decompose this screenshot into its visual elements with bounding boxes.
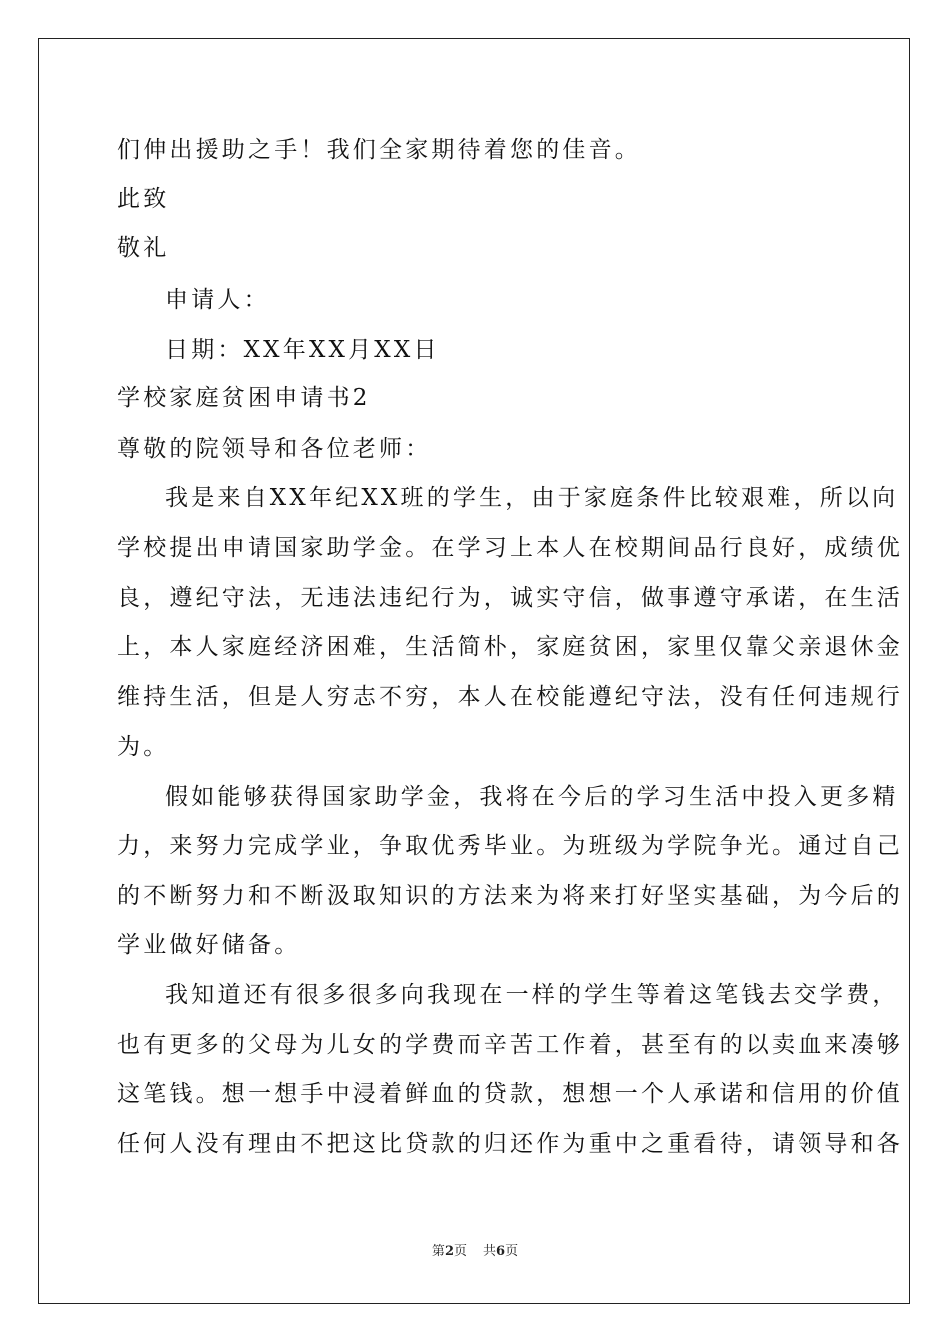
- paragraph-line: 的不断努力和不断汲取知识的方法来为将来打好坚实基础，为今后的: [117, 883, 903, 909]
- page-border: [38, 38, 910, 1304]
- paragraph-line: 力，来努力完成学业，争取优秀毕业。为班级为学院争光。通过自己: [117, 833, 903, 859]
- paragraph-line: 为。: [117, 734, 170, 760]
- page-prefix: 第: [431, 1244, 445, 1259]
- paragraph-line: 学校提出申请国家助学金。在学习上本人在校期间品行良好，成绩优: [117, 535, 903, 561]
- total-page-count: 6: [496, 1244, 506, 1259]
- paragraph-line: 学业做好储备。: [117, 932, 301, 958]
- text-line: 们伸出援助之手！我们全家期待着您的佳音。: [117, 137, 641, 163]
- page-suffix: 页: [453, 1244, 467, 1259]
- page-footer: [0, 1244, 950, 1260]
- date-line: 日期：XX年XX月XX日: [165, 337, 440, 363]
- paragraph-line: 我知道还有很多很多向我现在一样的学生等着这笔钱去交学费，: [165, 982, 899, 1008]
- closing-regards: 敬礼: [117, 235, 170, 261]
- paragraph-line: 假如能够获得国家助学金，我将在今后的学习生活中投入更多精: [165, 784, 899, 810]
- greeting: 尊敬的院领导和各位老师：: [117, 436, 432, 462]
- section-title: 学校家庭贫困申请书2: [117, 385, 371, 411]
- paragraph-line: 良，遵纪守法，无违法违纪行为，诚实守信，做事遵守承诺，在生活: [117, 585, 903, 611]
- paragraph-line: 任何人没有理由不把这比贷款的归还作为重中之重看待，请领导和各: [117, 1131, 903, 1157]
- paragraph-line: 也有更多的父母为儿女的学费而辛苦工作着，甚至有的以卖血来凑够: [117, 1032, 903, 1058]
- total-suffix: 页: [505, 1244, 519, 1259]
- paragraph-line: 这笔钱。想一想手中浸着鲜血的贷款，想想一个人承诺和信用的价值: [117, 1081, 903, 1107]
- paragraph-line: 上，本人家庭经济困难，生活简朴，家庭贫困，家里仅靠父亲退休金: [117, 634, 903, 660]
- closing-salutation: 此致: [117, 186, 170, 212]
- paragraph-line: 我是来自XX年纪XX班的学生，由于家庭条件比较艰难，所以向: [165, 485, 899, 511]
- applicant-label: 申请人：: [165, 287, 270, 313]
- total-prefix: 共: [483, 1244, 497, 1259]
- paragraph-line: 维持生活，但是人穷志不穷，本人在校能遵纪守法，没有任何违规行: [117, 684, 903, 710]
- current-page-number: 2: [444, 1244, 454, 1259]
